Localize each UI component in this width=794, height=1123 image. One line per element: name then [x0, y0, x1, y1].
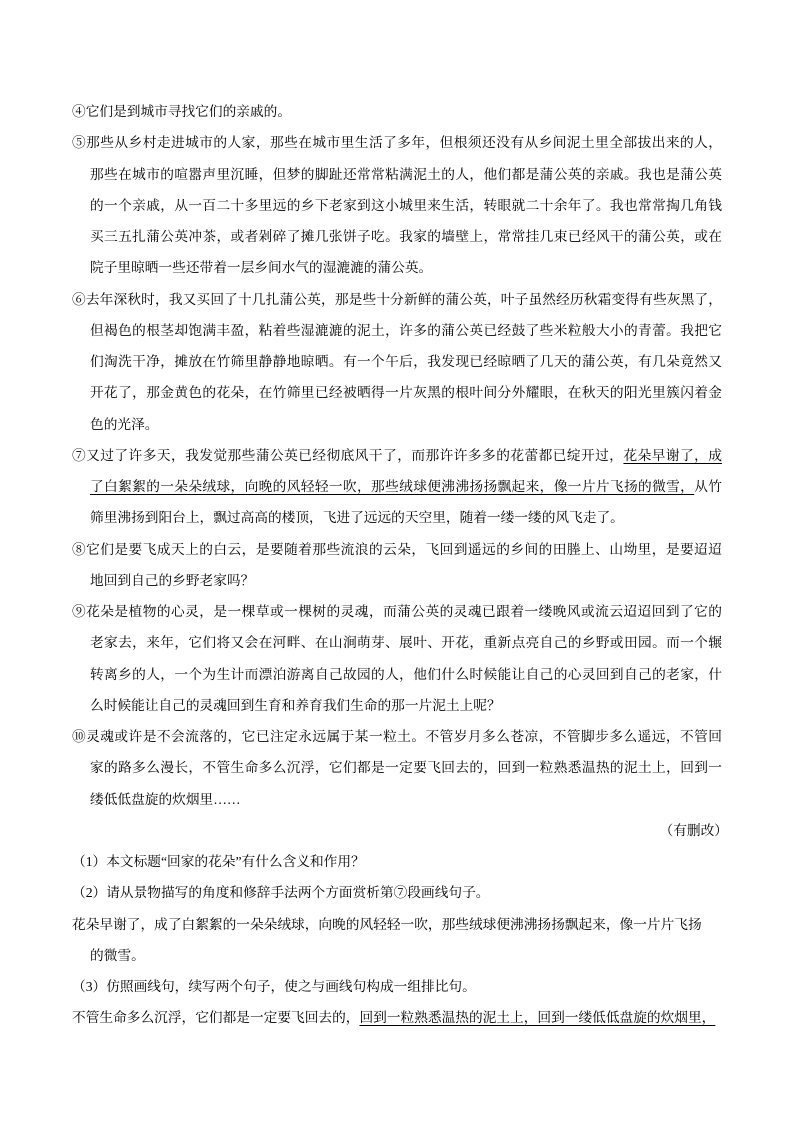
paragraph-line: 地回到自己的乡野老家吗？ — [90, 572, 255, 588]
paragraph-line: ⑧它们是要飞成天上的白云，是要随着那些流浪的云朵，飞回到遥远的乡间的田塍上、山坳里，是要迢迢 — [72, 541, 722, 557]
paragraph-8 — [72, 534, 722, 597]
line-text: ⑦又过了许多天，我发觉那些蒲公英已经彻底风干了，而那许许多多的花蕾都已绽开过， — [72, 447, 624, 463]
paragraph-line: 买三五扎蒲公英冲茶，或者剁碎了摊几张饼子吃。我家的墙壁上，常常挂几束已经风干的蒲公英，或在 — [90, 229, 722, 244]
paragraph-line: ⑨花朵是植物的心灵，是一棵草或一棵树的灵魂，而蒲公英的灵魂已跟着一缕晚风或流云迢迢回到了它的 — [72, 604, 722, 619]
page-content — [72, 96, 728, 1034]
paragraph-6 — [72, 284, 722, 440]
paragraph-line: 家的路多么漫长，不管生命多么沉浮，它们都是一定要飞回去的，回到一粒熟悉温热的泥土上，回到一 — [90, 760, 722, 776]
paragraph-line: 转离乡的人，一个为生计而漂泊游离自己故园的人，他们什么时候能让自己的心灵回到自己的老家，什 — [90, 666, 722, 682]
paragraph-line: ⑤那些从乡村走进城市的人家，那些在城市里生活了多年，但根须还没有从乡间泥土里全部拔出来的人， — [72, 135, 722, 151]
question-1 — [72, 846, 722, 877]
paragraph-line: 开花了，那金黄色的花朵，在竹筛里已经被晒得一片灰黑的根叶间分外耀眼，在秋天的阳光里簇闪着金 — [90, 385, 722, 401]
paragraph-9 — [72, 596, 722, 721]
paragraph-line — [72, 471, 722, 502]
quoted-sentence-line: 的微雪。 — [90, 947, 145, 963]
paragraph-line: 筛里沸扬到阳台上，飘过高高的楼顶，飞进了远远的天空里，随着一缕一缕的风飞走了。 — [90, 510, 624, 526]
paragraph-line: 但褐色的根茎却饱满丰盈，粘着些湿漉漉的泥土，许多的蒲公英已经鼓了些米粒般大小的青蕾。我把它 — [90, 322, 722, 338]
quoted-sentence-line: 花朵早谢了，成了白絮絮的一朵朵绒球，向晚的风轻轻一吹，那些绒球便沸沸扬扬飘起来，像一片片飞扬 — [72, 916, 702, 932]
passage — [72, 96, 728, 846]
line-text: 从竹 — [694, 479, 722, 494]
paragraph-line: 老家去，来年，它们将又会在河畔、在山涧萌芽、展叶、开花，重新点亮自己的乡野或田园。而一个辗 — [90, 635, 722, 651]
example-sentence — [72, 1002, 722, 1033]
paragraph-line: 的一个亲戚，从一百二十多里远的乡下老家到这小城里来生活，转眼就二十余年了。我也常常掏几角钱 — [90, 197, 722, 213]
paragraph-4 — [72, 96, 722, 127]
question-prompt: （2）请从景物描写的角度和修辞手法两个方面赏析第⑦段画线句子。 — [72, 885, 490, 901]
paragraph-line: 那些在城市的喧嚣声里沉睡，但梦的脚趾还常常粘满泥土的人，他们都是蒲公英的亲戚。我也是蒲公英 — [90, 166, 722, 182]
paragraph-line: 们淘洗干净，摊放在竹筛里静静地晾晒。有一个午后，我发现已经晾晒了几天的蒲公英，有几朵竟然又 — [90, 354, 722, 369]
paragraph-line: ④它们是到城市寻找它们的亲戚的。 — [72, 104, 292, 119]
paragraph-line: 么时候能让自己的灵魂回到生育和养育我们生命的那一片泥土上呢？ — [90, 697, 501, 713]
question-3 — [72, 971, 722, 1034]
line-text: 不管生命多么沉浮，它们都是一定要飞回去的， — [72, 1010, 360, 1026]
paragraph-line: 缕低低盘旋的炊烟里…… — [90, 791, 241, 807]
paragraph-7 — [72, 440, 722, 534]
underlined-sentence: 回到一粒熟悉温热的泥土上，回到一缕低低盘旋的炊烟里， — [359, 1010, 716, 1026]
question-prompt: （1）本文标题“回家的花朵”有什么含义和作用？ — [72, 854, 365, 869]
paragraph-line — [72, 440, 722, 471]
paragraph-line: 院子里晾晒一些还带着一层乡间水气的湿漉漉的蒲公英。 — [90, 260, 433, 276]
paragraph-5 — [72, 127, 722, 283]
underlined-sentence: 了白絮絮的一朵朵绒球，向晚的风轻轻一吹，那些绒球便沸沸扬扬飘起来，像一片片飞扬的微雪， — [90, 479, 695, 494]
questions — [72, 846, 722, 1034]
question-prompt: （3）仿照画线句，续写两个句子，使之与画线句构成一组排比句。 — [72, 979, 476, 994]
source-note: （有删改） — [659, 822, 728, 838]
paragraph-10 — [72, 721, 722, 815]
paragraph-line: ⑩灵魂或许是不会流落的，它已注定永远属于某一粒土。不管岁月多么苍凉，不管脚步多么遥远，不管回 — [72, 729, 722, 744]
question-2 — [72, 877, 722, 971]
paragraph-line: ⑥去年深秋时，我又买回了十几扎蒲公英，那是些十分新鲜的蒲公英，叶子虽然经历秋霜变得有些灰黑了， — [72, 291, 722, 307]
underlined-sentence: 花朵早谢了，成 — [623, 447, 722, 463]
paragraph-line: 色的光泽。 — [90, 416, 159, 432]
